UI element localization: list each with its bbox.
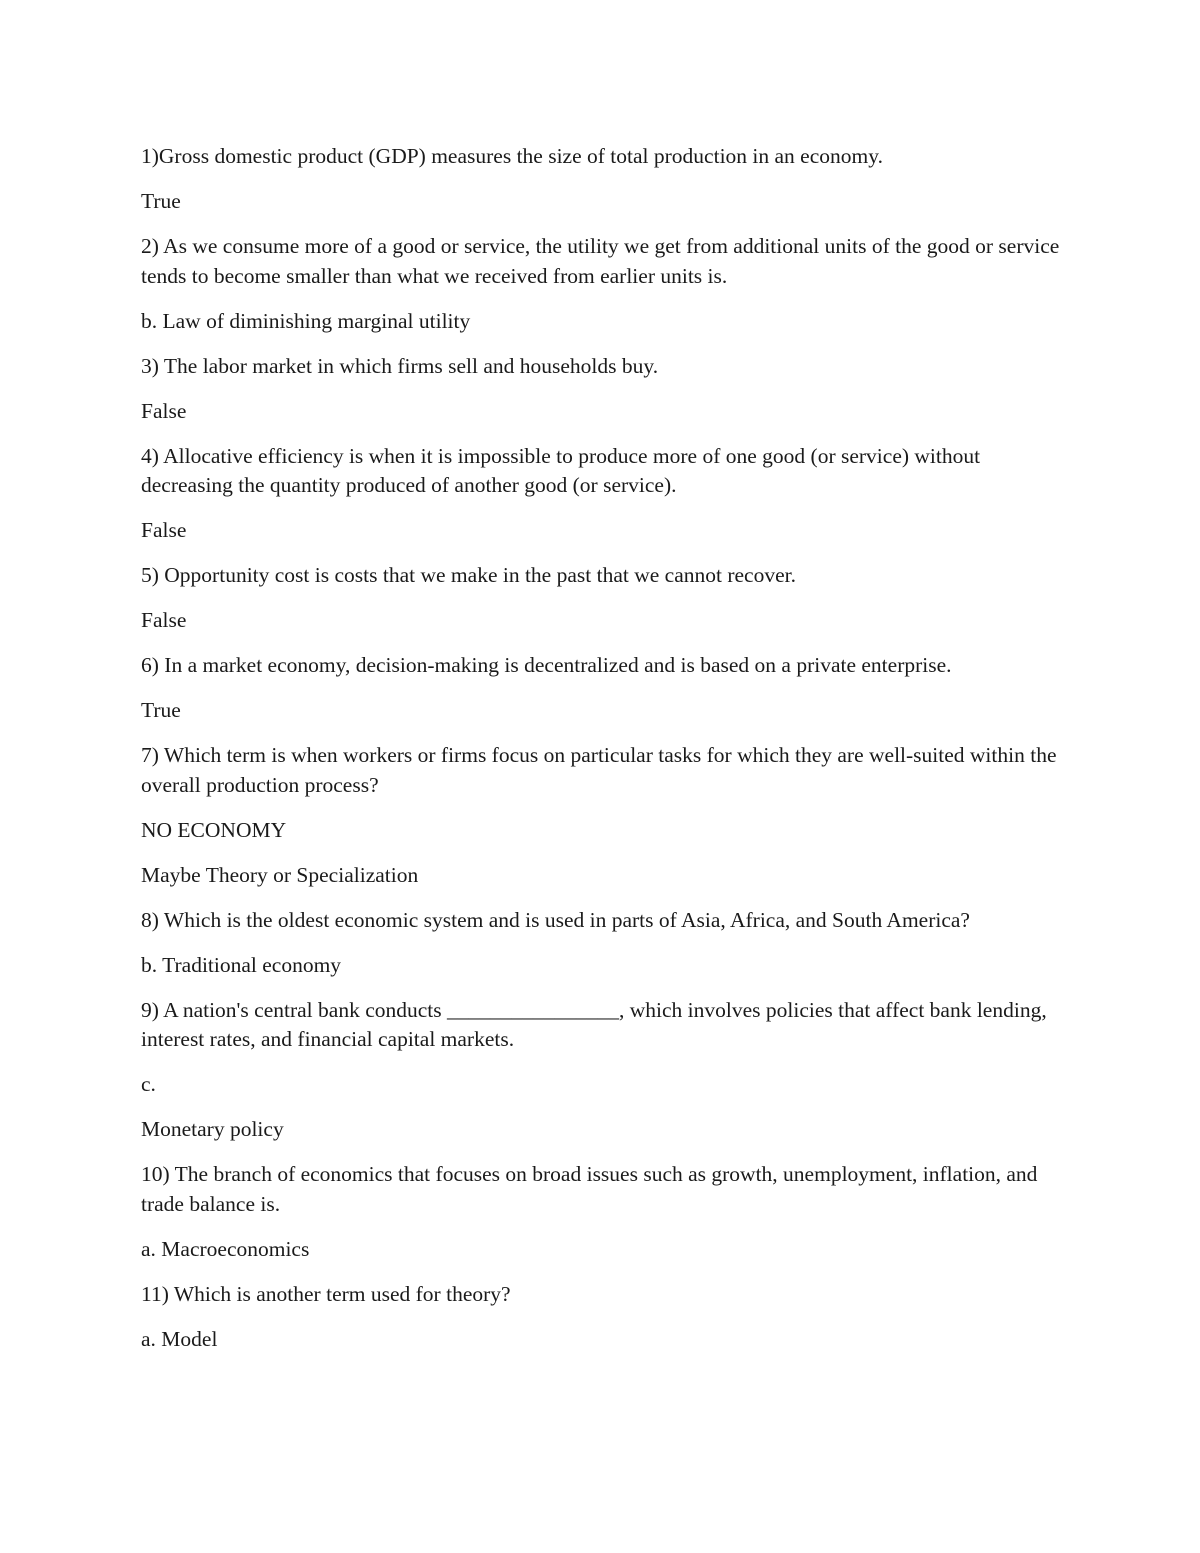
question-4: 4) Allocative efficiency is when it is impossible to produce more of one good (or service) without decreasing the quantity produced of another good (or service).: [141, 443, 986, 497]
answer-4: False: [141, 518, 187, 542]
answer-7-note: NO ECONOMY: [141, 817, 287, 842]
answer-7: Maybe Theory or Specialization: [141, 862, 419, 887]
question-1: 1)Gross domestic product (GDP) measures the size of total production in an economy.: [141, 144, 883, 168]
question-3: 3) The labor market in which firms sell and households buy.: [141, 353, 659, 378]
question-10: 10) The branch of economics that focuses on broad issues such as growth, unemployment, inflation, and trade balance is.: [141, 1162, 1043, 1216]
answer-1: True: [141, 189, 181, 213]
answer-9: Monetary policy: [141, 1117, 284, 1141]
answer-10: a. Macroeconomics: [141, 1236, 310, 1261]
answer-11: a. Model: [141, 1326, 218, 1351]
question-2: 2) As we consume more of a good or service, the utility we get from additional units of the good or service tends to become smaller than what we received from earlier units is.: [141, 234, 1065, 288]
question-6: 6) In a market economy, decision-making is decentralized and is based on a private enterprise.: [141, 653, 952, 677]
question-11: 11) Which is another term used for theory?: [141, 1281, 511, 1306]
answer-5: False: [141, 608, 187, 632]
answer-9-letter: c.: [141, 1072, 156, 1096]
question-9: 9) A nation's central bank conducts ________________, which involves policies that affect bank lending, interest rates, and financial capital markets.: [141, 997, 1053, 1051]
document-body: [141, 142, 1065, 1370]
answer-2: b. Law of diminishing marginal utility: [141, 308, 471, 333]
answer-8: b. Traditional economy: [141, 952, 342, 977]
question-8: 8) Which is the oldest economic system and is used in parts of Asia, Africa, and South America?: [141, 907, 970, 932]
question-7: 7) Which term is when workers or firms focus on particular tasks for which they are well-suited within the overall production process?: [141, 743, 1062, 797]
question-5: 5) Opportunity cost is costs that we make in the past that we cannot recover.: [141, 563, 796, 587]
answer-6: True: [141, 698, 181, 722]
answer-3: False: [141, 398, 187, 423]
